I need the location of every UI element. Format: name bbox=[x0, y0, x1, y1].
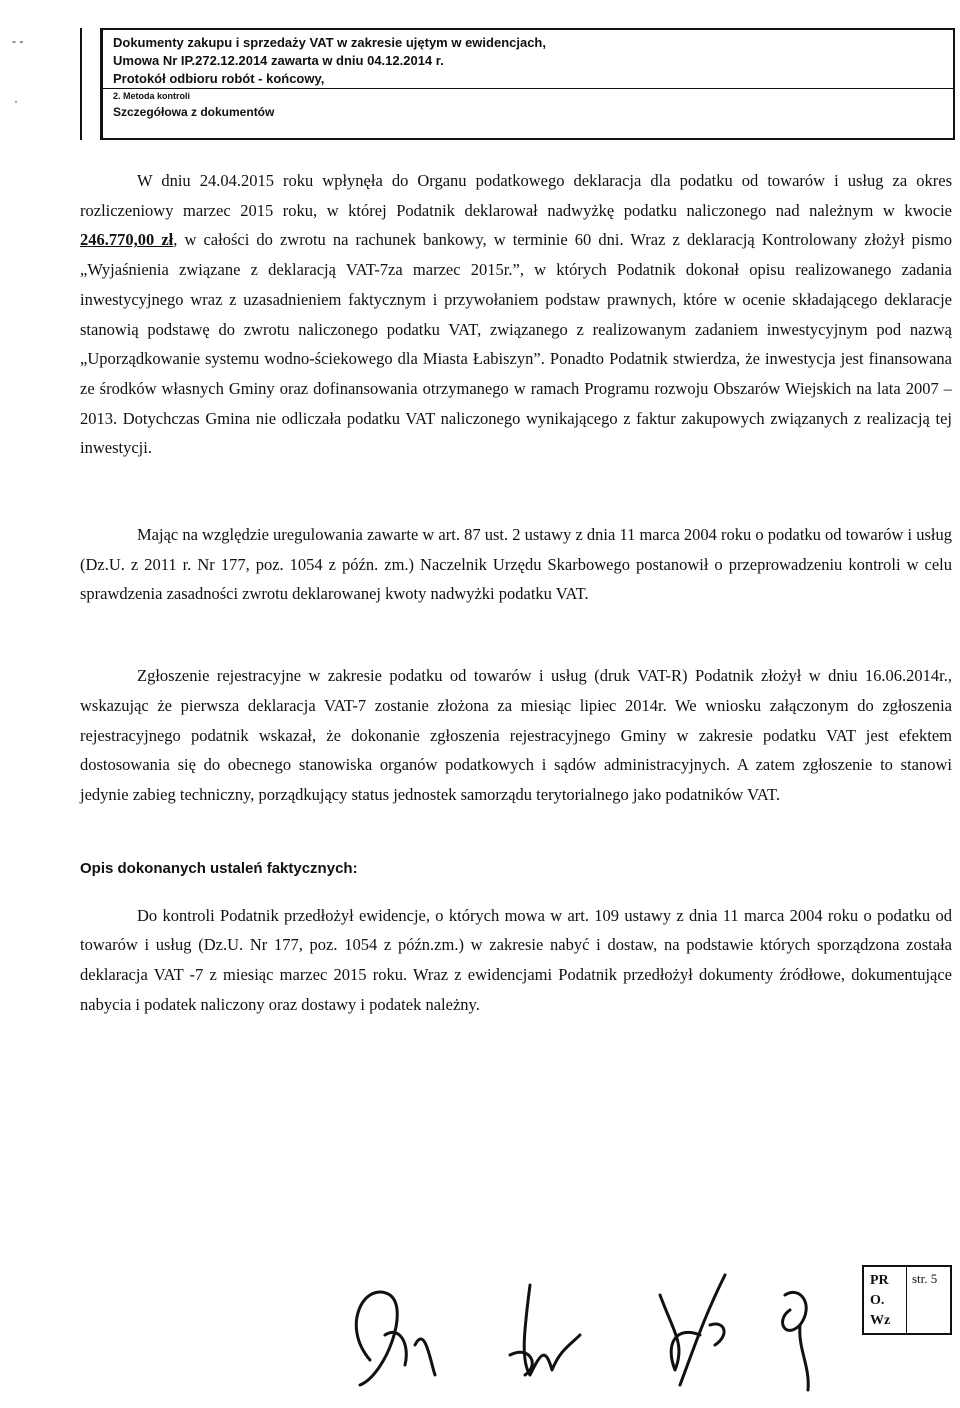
header-line-5: Szczegółowa z dokumentów bbox=[113, 105, 275, 119]
declared-amount: 246.770,00 zł bbox=[80, 230, 174, 250]
signature-3 bbox=[660, 1275, 725, 1385]
header-box bbox=[100, 28, 955, 140]
header-line-3: Protokół odbioru robót - końcowy, bbox=[113, 71, 325, 86]
stamp-initials-line-2: O. bbox=[870, 1293, 885, 1308]
paragraph-declaration-text-a: W dniu 24.04.2015 roku wpłynęła do Organu podatkowego deklaracja dla podatku od towarów i usług za okres rozliczeniowy marzec 2015 roku, w której Podatnik deklarował nadwyżkę podatku naliczonego nad należnym w kwocie bbox=[80, 171, 952, 220]
page-number: str. 5 bbox=[912, 1271, 938, 1286]
header-lines bbox=[103, 34, 953, 121]
handwritten-signatures bbox=[330, 1265, 850, 1405]
header-line-4: 2. Metoda kontroli bbox=[113, 91, 191, 101]
paragraph-findings: Do kontroli Podatnik przedłożył ewidencje, o których mowa w art. 109 ustawy z dnia 11 marca 2004 roku o podatku od towarów i usług (Dz.U. Nr 177, poz. 1054 z późn.zm.) w zakresie nabyć i dostaw, na podstawie których sporządzona została deklaracja VAT -7 z miesiąc marzec 2015 roku. Wraz z ewidencjami Podatnik przedłożył dokumenty źródłowe, dokumentujące nabycia i podatek naliczony oraz dostawy i podatek należny. bbox=[80, 905, 952, 1014]
signature-4 bbox=[783, 1292, 809, 1390]
signature-2 bbox=[510, 1285, 580, 1375]
document-body bbox=[80, 166, 952, 1019]
stamp-divider bbox=[906, 1267, 907, 1333]
margin-mark-top: - - bbox=[12, 34, 24, 48]
paragraph-legal-basis: Mając na względzie uregulowania zawarte w art. 87 ust. 2 ustawy z dnia 11 marca 2004 roku o podatku od towarów i usług (Dz.U. z 2011 r. Nr 177, poz. 1054 z późn. zm.) Naczelnik Urzędu Skarbowego postanowił o przeprowadzeniu kontroli w celu sprawdzenia zasadności zwrotu deklarowanej kwoty nadwyżki podatku VAT. bbox=[80, 525, 952, 604]
page-stamp bbox=[862, 1265, 952, 1335]
paragraph-declaration-text-b: , w całości do zwrotu na rachunek bankowy, w terminie 60 dni. Wraz z deklaracją Kontrolowany złożył pismo „Wyjaśnienia związane z deklaracją VAT-7za marzec 2015r.”, w których Podatnik dokonał opisu realizowanego zadania inwestycyjnego wraz z uzasadnieniem faktycznym i przywołaniem podstaw prawnych, które w ocenie składającego deklaracje stanowią podstawę do zwrotu naliczonego podatku VAT, związanego z realizowanym zadaniem inwestycyjnym pod nazwą „Uporządkowanie systemu wodno-ściekowego dla Miasta Łabiszyn”. Ponadto Podatnik stwierdza, że inwestycja jest finansowana ze środków własnych Gminy oraz dofinansowania otrzymanego w ramach Programu rozwoju Obszarów Wiejskich na lata 2007 – 2013. Dotychczas Gmina nie odliczała podatku VAT naliczonego wynikającego z faktur zakupowych związanych z realizacją tej inwestycji. bbox=[80, 230, 952, 458]
stamp-initials-line-1: PR bbox=[870, 1273, 889, 1288]
signature-1 bbox=[356, 1292, 435, 1385]
paragraph-declaration bbox=[80, 166, 952, 463]
header-line-1: Dokumenty zakupu i sprzedaży VAT w zakresie ujętym w ewidencjach, bbox=[113, 35, 546, 50]
stamp-initials bbox=[870, 1271, 890, 1331]
header-line-2: Umowa Nr IP.272.12.2014 zawarta w dniu 04.12.2014 r. bbox=[113, 53, 444, 68]
section-heading-findings: Opis dokonanych ustaleń faktycznych: bbox=[80, 859, 358, 877]
stamp-initials-line-3: Wz bbox=[870, 1313, 891, 1328]
header-left-rule bbox=[80, 28, 82, 140]
paragraph-registration: Zgłoszenie rejestracyjne w zakresie podatku od towarów i usług (druk VAT-R) Podatnik złożył w dniu 16.06.2014r., wskazując że pierwsza deklaracja VAT-7 zostanie złożona za miesiąc lipiec 2014r. We wniosku załączonym do zgłoszenia rejestracyjnego podatnik wskazał, że dokonanie zgłoszenia rejestracyjnego Gminy w zakresie podatku VAT jest efektem dostosowania się do obecnego stanowiska organów podatkowych i sądów administracyjnych. A zatem zgłoszenie to stanowi jedynie zabieg techniczny, porządkujący status jednostek samorządu terytorialnego jako podatników VAT. bbox=[80, 666, 952, 804]
margin-mark-middle: · bbox=[14, 94, 18, 108]
